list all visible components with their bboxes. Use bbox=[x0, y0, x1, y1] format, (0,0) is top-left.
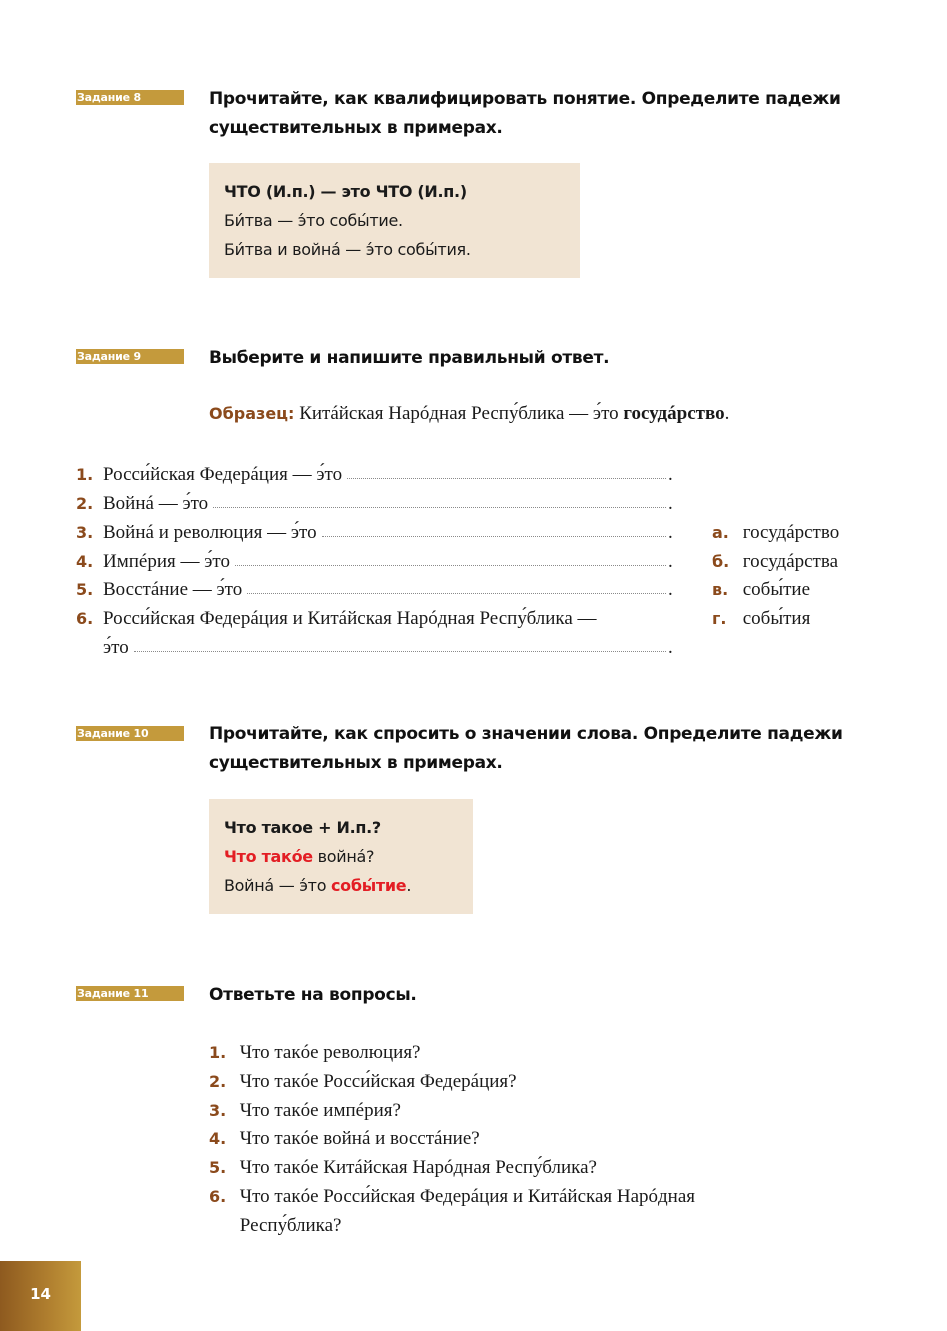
rule-question bbox=[224, 842, 458, 871]
question-item bbox=[209, 1096, 401, 1125]
question-text: Что такóе Китáйская Нарóдная Респу́блика? bbox=[239, 1157, 597, 1178]
option-item bbox=[712, 518, 839, 547]
sample-label: Образец: bbox=[209, 404, 295, 423]
option-text: госудáрство bbox=[742, 522, 840, 543]
question-text: Что такóе Росси́йская Федерáция? bbox=[239, 1071, 517, 1092]
rule-heading: Что такое + И.п.? bbox=[224, 818, 381, 837]
task-10-title bbox=[209, 720, 869, 778]
question-text: Респу́блика? bbox=[239, 1215, 342, 1236]
option-item bbox=[712, 575, 810, 604]
option-text: госудáрства bbox=[742, 551, 839, 572]
question-text: Что такóе Росси́йская Федерáция и Китáйская Нарóдная bbox=[239, 1186, 696, 1207]
rule-answer-start: Войнá — э́то bbox=[224, 876, 327, 895]
task-9-title: Выберите и напишите правильный ответ. bbox=[209, 348, 610, 368]
task-9-badge: Задание 9 bbox=[76, 349, 184, 364]
exercise-item bbox=[76, 547, 676, 576]
item-period: . bbox=[668, 522, 673, 543]
task-8-title-line2: существительных в примерах. bbox=[209, 118, 503, 138]
item-number: 5. bbox=[76, 580, 94, 599]
rule-question-rest: войнá? bbox=[317, 847, 375, 866]
question-item bbox=[209, 1153, 597, 1182]
question-number: 6. bbox=[209, 1187, 227, 1206]
question-item bbox=[209, 1182, 695, 1211]
answer-blank[interactable] bbox=[347, 460, 666, 479]
exercise-item-continuation bbox=[76, 633, 676, 662]
item-text: Восстáние — э́то bbox=[103, 579, 243, 600]
item-text: Войнá — э́то bbox=[103, 493, 209, 514]
item-text: Росси́йская Федерáция — э́то bbox=[103, 464, 343, 485]
answer-blank[interactable] bbox=[247, 575, 666, 594]
item-period: . bbox=[668, 551, 673, 572]
sample-text: Китáйская Нарóдная Респу́блика — э́то bbox=[299, 403, 619, 424]
task-8-rule-box bbox=[209, 163, 580, 278]
item-text: Импéрия — э́то bbox=[103, 551, 230, 572]
option-letter: а. bbox=[712, 523, 729, 542]
item-text: Росси́йская Федерáция и Китáйская Нарóдная Респу́блика — bbox=[103, 608, 597, 629]
rule-answer bbox=[224, 871, 458, 900]
rule-question-highlight: Что такóе bbox=[224, 847, 313, 866]
task-8-title-line1: Прочитайте, как квалифицировать понятие. Определите падежи bbox=[209, 89, 841, 109]
option-letter: б. bbox=[712, 552, 730, 571]
task-11-title: Ответьте на вопросы. bbox=[209, 985, 417, 1005]
exercise-item bbox=[76, 460, 676, 489]
rule-heading: ЧТО (И.п.) — это ЧТО (И.п.) bbox=[224, 182, 467, 201]
option-item bbox=[712, 604, 810, 633]
rule-answer-highlight: собы́тие bbox=[331, 876, 407, 895]
rule-example-2: Би́тва и войнá — э́то собы́тия. bbox=[224, 240, 471, 259]
task-10-title-line2: существительных в примерах. bbox=[209, 753, 503, 773]
item-number: 6. bbox=[76, 609, 94, 628]
page-number: 14 bbox=[0, 1261, 81, 1331]
item-number: 3. bbox=[76, 523, 94, 542]
option-item bbox=[712, 547, 838, 576]
task-10-rule-box bbox=[209, 799, 473, 914]
item-text: Войнá и революция — э́то bbox=[103, 522, 317, 543]
question-item bbox=[209, 1067, 517, 1096]
option-letter: в. bbox=[712, 580, 729, 599]
sample-period: . bbox=[724, 403, 730, 424]
question-number: 2. bbox=[209, 1072, 227, 1091]
question-item-continuation bbox=[209, 1211, 341, 1240]
exercise-item bbox=[76, 604, 676, 633]
exercise-item bbox=[76, 489, 676, 518]
rule-example-1: Би́тва — э́то собы́тие. bbox=[224, 211, 403, 230]
question-item bbox=[209, 1124, 480, 1153]
sample-sentence bbox=[209, 403, 729, 425]
question-number: 1. bbox=[209, 1043, 227, 1062]
item-number: 2. bbox=[76, 494, 94, 513]
task-10-title-line1: Прочитайте, как спросить о значении слова. Определите падежи bbox=[209, 724, 843, 744]
question-number: 3. bbox=[209, 1101, 227, 1120]
exercise-item bbox=[76, 518, 676, 547]
question-number: 5. bbox=[209, 1158, 227, 1177]
item-period: . bbox=[668, 464, 673, 485]
item-number: 4. bbox=[76, 552, 94, 571]
option-text: собы́тие bbox=[742, 579, 811, 600]
task-11-badge: Задание 11 bbox=[76, 986, 184, 1001]
question-text: Что такóе революция? bbox=[239, 1042, 421, 1063]
task-8-badge: Задание 8 bbox=[76, 90, 184, 105]
question-text: Что такóе импéрия? bbox=[239, 1100, 401, 1121]
option-text: собы́тия bbox=[742, 608, 811, 629]
answer-blank[interactable] bbox=[322, 518, 666, 537]
item-text: э́то bbox=[103, 637, 129, 658]
task-10-badge: Задание 10 bbox=[76, 726, 184, 741]
item-period: . bbox=[668, 493, 673, 514]
task-8-title bbox=[209, 85, 869, 143]
exercise-item bbox=[76, 575, 676, 604]
question-item bbox=[209, 1038, 421, 1067]
answer-blank[interactable] bbox=[213, 489, 666, 508]
answer-blank[interactable] bbox=[235, 547, 666, 566]
rule-answer-period: . bbox=[406, 876, 412, 895]
item-period: . bbox=[668, 637, 673, 658]
sample-answer: госудáрство bbox=[623, 403, 725, 424]
item-period: . bbox=[668, 579, 673, 600]
item-number: 1. bbox=[76, 465, 94, 484]
option-letter: г. bbox=[712, 609, 727, 628]
question-number: 4. bbox=[209, 1129, 227, 1148]
question-text: Что такóе войнá и восстáние? bbox=[239, 1128, 480, 1149]
answer-blank[interactable] bbox=[134, 633, 666, 652]
